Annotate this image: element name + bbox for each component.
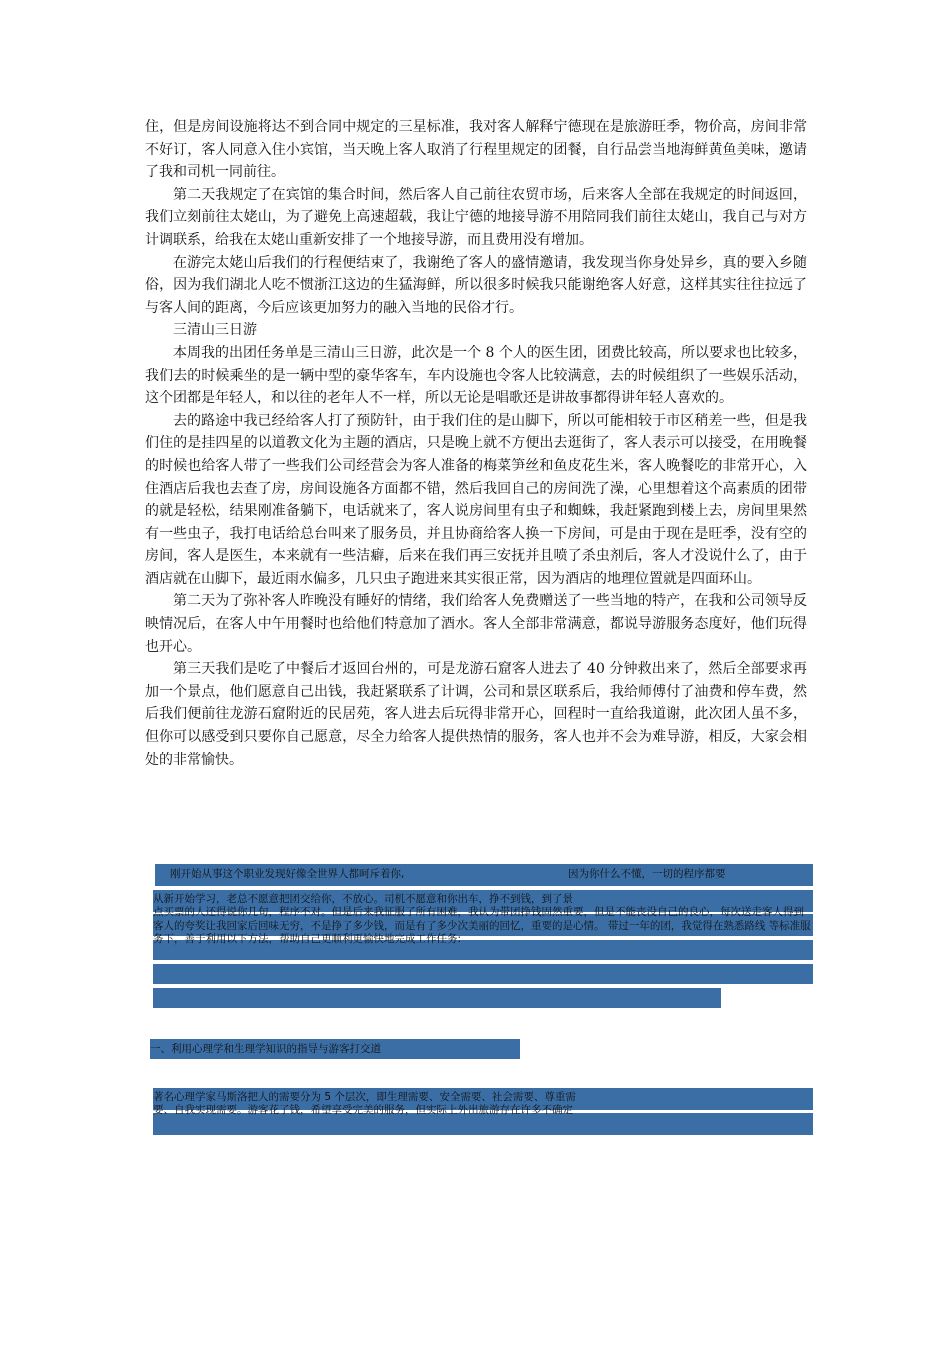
highlight-bar bbox=[153, 988, 721, 1008]
bar-text: 著名心理学家马斯洛把人的需要分为 5 个层次，即生理需要、安全需要、社会需要、尊重需 bbox=[153, 1091, 576, 1103]
paragraph: 第二天我规定了在宾馆的集合时间，然后客人自己前往农贸市场，后来客人全部在我规定的时间返回，我们立刻前往太姥山，为了避免上高速超载，我让宁德的地接导游不用陪同我们前往太姥山，我自己与对方计调联系，给我在太姥山重新安排了一个地接导游，而且费用没有增加。 bbox=[145, 186, 807, 248]
bar-text: 一、利用心理学和生理学知识的指导与游客打交道 bbox=[150, 1043, 381, 1055]
paragraph: 第二天为了弥补客人昨晚没有睡好的情绪，我们给客人免费赠送了一些当地的特产，在我和公司领导反映情况后，在客人中午用餐时也给他们特意加了酒水。客人全部非常满意，都说导游服务态度好，他们玩得也开心。 bbox=[145, 593, 807, 655]
section-heading: 三清山三日游 bbox=[173, 322, 257, 339]
bar-text: 要、自我实现需要。游客花了钱，希望享受完美的服务，但实际上外出旅游存在许多不确定 bbox=[153, 1104, 573, 1116]
highlight-bar bbox=[153, 964, 813, 984]
bar-text: 因为你什么不懂，一切的程序都要 bbox=[568, 868, 726, 880]
bar-text: 点买票的人还得说你几句，程序不对。但是后来我征服了所有困难，我认为带团挣钱固然重要，但是不能丧没自己的良心，每次送走客人得到客人的夸奖让我回家后回味无穷，不是挣了多少钱，而是有了多少次美丽的回忆，重要的是心情。 带过一年的团，我觉得在熟悉路线 等标准服务下，善于利用以下方法，帮助自己更顺利更愉快地完成工作任务: bbox=[153, 906, 811, 945]
paragraph: 去的路途中我已经给客人打了预防针，由于我们住的是山脚下，所以可能相较于市区稍差一些，但是我们住的是挂四星的以道教文化为主题的酒店，只是晚上就不方便出去逛街了，客人表示可以接受，在用晚餐的时候也给客人带了一些我们公司经营会为客人准备的梅菜笋丝和鱼皮花生米，客人晚餐吃的非常开心，入住酒店后我也去查了房，房间设施各方面都不错，然后我回自己的房间洗了澡，心里想着这个高素质的团带的就是轻松，结果刚准备躺下，电话就来了，客人说房间里有虫子和蜘蛛，我赶紧跑到楼上去，房间里果然有一些虫子，我打电话给总台叫来了服务员，并且协商给客人换一下房间，可是由于现在是旺季，没有空的房间，客人是医生，本来就有一些洁癖，后来在我们再三安抚并且喷了杀虫剂后，客人才没说什么了，由于酒店就在山脚下，最近雨水偏多，几只虫子跑进来其实很正常，因为酒店的地理位置就是四面环山。 bbox=[145, 412, 807, 587]
bar-text: 从新开始学习，老总不愿意把团交给你，不放心。司机不愿意和你出车，挣不到钱，到了景 bbox=[153, 893, 573, 905]
paragraph: 住，但是房间设施将达不到合同中规定的三星标准，我对客人解释宁德现在是旅游旺季，物价高，房间非常不好订，客人同意入住小宾馆，当天晚上客人取消了行程里规定的团餐，自行品尝当地海鲜黄鱼美味，邀请了我和司机一同前往。 bbox=[145, 119, 807, 181]
document-body bbox=[145, 116, 807, 771]
paragraph: 第三天我们是吃了中餐后才返回台州的，可是龙游石窟客人进去了 40 分钟救出来了，然后全部要求再加一个景点，他们愿意自己出钱，我赶紧联系了计调，公司和景区联系后，我给师傅付了油费和停车费，然后我们便前往龙游石窟附近的民居苑，客人进去后玩得非常开心，回程时一直给我道谢，此次团人虽不多，但你可以感受到只要你自己愿意，尽全力给客人提供热情的服务，客人也并不会为难导游，相反，大家会相处的非常愉快。 bbox=[145, 661, 807, 768]
paragraph: 本周我的出团任务单是三清山三日游，此次是一个 8 个人的医生团，团费比较高，所以要求也比较多，我们去的时候乘坐的是一辆中型的豪华客车，车内设施也令客人比较满意，去的时候组织了一些娱乐活动，这个团都是年轻人，和以往的老年人不一样，所以无论是唱歌还是讲故事都得讲年轻人喜欢的。 bbox=[145, 344, 807, 407]
bar-text: 刚开始从事这个职业发现好像全世界人都呵斥着你, bbox=[170, 868, 405, 880]
paragraph: 在游完太姥山后我们的行程便结束了，我谢绝了客人的盛情邀请，我发现当你身处异乡，真的要入乡随俗，因为我们湖北人吃不惯浙江这边的生猛海鲜，所以很多时候我只能谢绝客人好意，这样其实往往拉远了与客人间的距离，今后应该更加努力的融入当地的民俗才行。 bbox=[145, 254, 807, 316]
